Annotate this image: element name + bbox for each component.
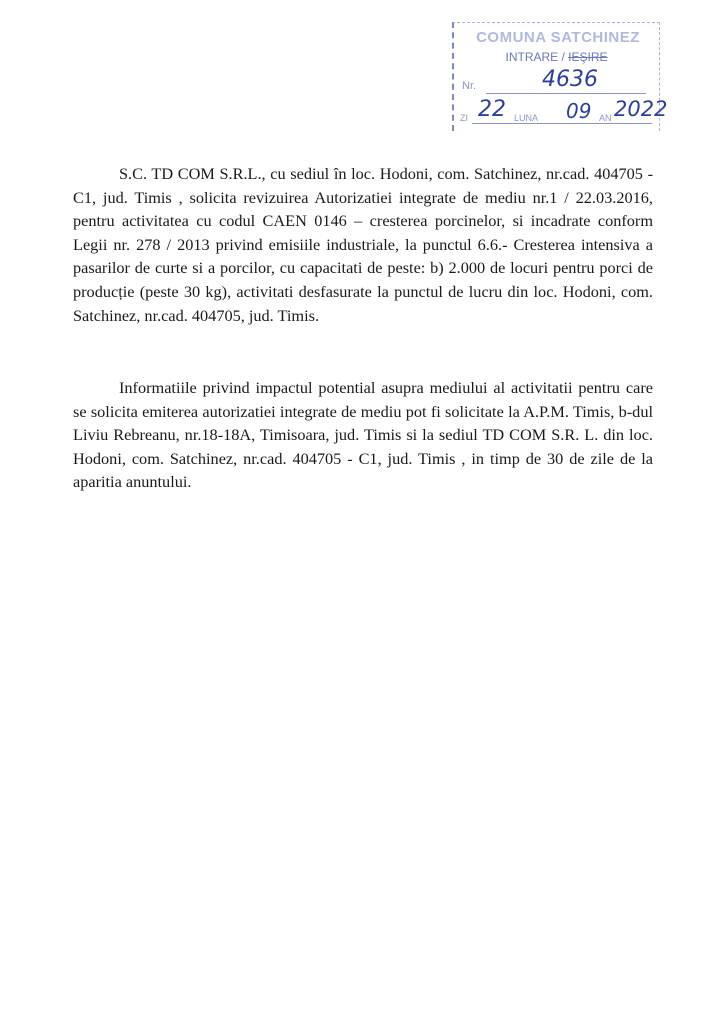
stamp-nr-line: [486, 93, 646, 94]
stamp-luna-value: 09: [566, 99, 592, 123]
paragraph-request: S.C. TD COM S.R.L., cu sediul în loc. Hodoni, com. Satchinez, nr.cad. 404705 - C1, jud. Timis , solicita revizuirea Autorizatiei integrate de mediu nr.1 / 22.03.2016, pentru activitatea cu codul CAEN 0146 – cresterea porcinelor, si incadrate conform Legii nr. 278 / 2013 privind emisiile industriale, la punctul 6.6.- Cresterea intensiva a pasarilor de curte si a porcilor, cu capacitati de peste: b) 2.000 de locuri pentru porci de producție (peste 30 kg), activitati desfasurate la punctul de lucru din loc. Hodoni, com. Satchinez, nr.cad. 404705, jud. Timis.: [73, 164, 653, 325]
stamp-luna-label: LUNA: [514, 113, 539, 123]
stamp-date-line: [472, 123, 652, 124]
stamp-nr-label: Nr.: [462, 80, 477, 92]
stamp-an-label: AN: [599, 113, 612, 123]
stamp-zi-label: ZI: [460, 113, 468, 123]
stamp-title: COMUNA SATCHINEZ: [476, 29, 640, 46]
stamp-nr-value: 4636: [542, 67, 598, 92]
stamp-intrare: INTRARE /: [505, 50, 569, 64]
stamp-direction: [454, 50, 659, 64]
stamp-iesire: IEŞIRE: [568, 50, 608, 64]
stamp-zi-value: 22: [478, 97, 506, 122]
registration-stamp: [452, 22, 668, 131]
paragraph-information: Informatiile privind impactul potential asupra mediului al activitatii pentru care se solicita emiterea autorizatiei integrate de mediu pot fi solicitate la A.P.M. Timis, b-dul Liviu Rebreanu, nr.18-18A, Timisoara, jud. Timis si la sediul TD COM S.R. L. din loc. Hodoni, com. Satchinez, nr.cad. 404705 - C1, jud. Timis , in timp de 30 de zile de la aparitia anuntului.: [73, 378, 653, 492]
stamp-an-value: 2022: [614, 97, 668, 121]
